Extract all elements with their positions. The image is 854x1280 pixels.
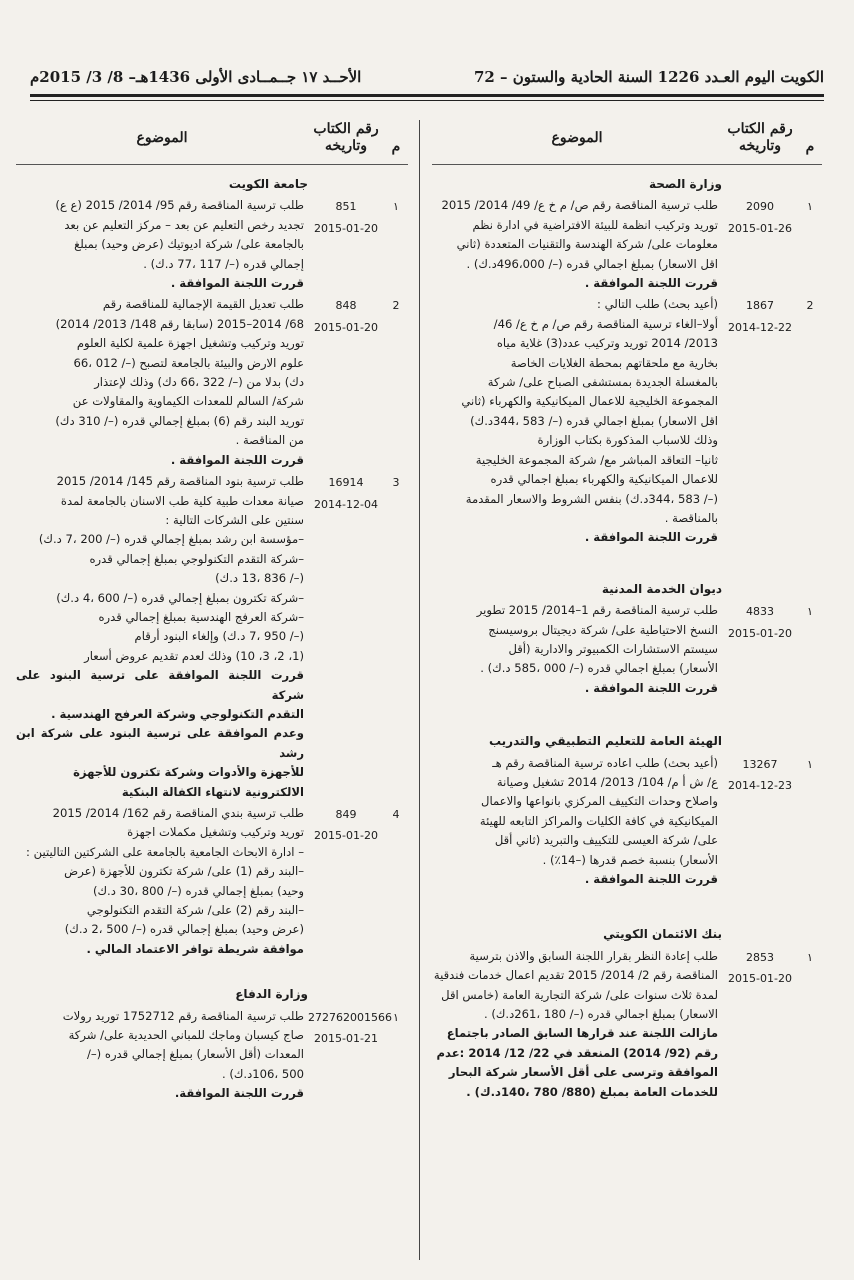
subject-line: (–/ 583 ،344د.ك) بنفس الشروط والاسعار المقدمة bbox=[465, 491, 718, 506]
item-subject bbox=[16, 1007, 308, 1104]
committee-decision: قررت اللجنة الموافقة . bbox=[584, 872, 718, 886]
committee-decision: للأجهزة والأدوات وشركة تكترون للأجهزة bbox=[73, 765, 304, 780]
committee-decision: رقم (92/ 2014) المنعقد في 22/ 12/ 2014 :عدم bbox=[436, 1045, 718, 1060]
subject-line: للاعمال الميكانيكية والكهرباء بمبلغ اجمالي قدره bbox=[490, 472, 718, 487]
subject-line: بالمناقصة . bbox=[664, 510, 718, 525]
item-subject bbox=[16, 295, 308, 470]
letter-date: 2015-01-20 bbox=[314, 320, 378, 334]
letter-date: 2015-01-26 bbox=[728, 221, 792, 235]
subject-line: اقل الاسعار) بمبلغ اجمالي قدره (–/ 496،000د.ك) . bbox=[466, 256, 718, 271]
subject-line: توريد وتركيب انظمة للبيئة الافتراضية في ادارة نظم bbox=[472, 217, 718, 232]
subject-line: طلب إعادة النظر بقرار اللجنة السابق والاذن بترسية bbox=[469, 948, 718, 963]
subject-line: على/ شركة العيسى للتكييف والتبريد (ثاني أقل bbox=[494, 833, 718, 848]
subject-line: دك) بدلا من (–/ 322 ،66 دك) وذلك لإعتذار bbox=[94, 375, 304, 390]
subject-line: –شركة العرفج الهندسية بمبلغ إجمالي قدره bbox=[98, 609, 304, 624]
item-subject bbox=[432, 295, 722, 547]
subject-line: الميكانيكية في كافة الكليات والمراكز التابعه للهيئة bbox=[479, 813, 718, 828]
subject-line: من المناقصة . bbox=[235, 433, 304, 448]
decision-row bbox=[432, 601, 822, 698]
letter-ref bbox=[308, 295, 384, 337]
item-number: ١ bbox=[393, 200, 399, 214]
column-header bbox=[16, 112, 408, 165]
item-subject bbox=[16, 804, 308, 959]
subject-line: طلب تعديل القيمة الإجمالية للمناقصة رقم bbox=[102, 297, 304, 312]
column-divider bbox=[419, 120, 420, 1260]
subject-line: طلب ترسية المناقصة رقم 1752712 توريد رولات bbox=[62, 1008, 304, 1023]
letter-number: 1867 bbox=[746, 299, 774, 313]
subject-line: (أعيد بحث) طلب التالي : bbox=[597, 297, 718, 312]
committee-decision: قررت اللجنة الموافقة . bbox=[584, 530, 718, 545]
letter-date: 2015-01-20 bbox=[728, 626, 792, 640]
letter-number: 851 bbox=[335, 200, 357, 214]
committee-decision: قررت اللجنة الموافقة . bbox=[170, 276, 304, 291]
section-title: الهيئة العامة للتعليم التطبيقي والتدريب bbox=[488, 734, 722, 749]
decision-row bbox=[432, 196, 822, 293]
section-gap bbox=[432, 889, 822, 915]
section-title: وزارة الدفاع bbox=[235, 987, 308, 1002]
subject-line: ثانيا– التعاقد المباشر مع/ شركة المجموعة الخليجية bbox=[475, 452, 718, 467]
subject-line: طلب ترسية بندي المناقصة رقم 162/ 2014/ 2015 bbox=[52, 806, 304, 820]
committee-decision: قررت اللجنة الموافقة. bbox=[174, 1086, 304, 1101]
decision-row bbox=[432, 947, 822, 1102]
subject-line: بخارية مع ملحقاتهم بمحطة الغلايات الخاصة bbox=[510, 355, 718, 370]
subject-line: (–/ 950 ،7 د.ك) وإلغاء البنود أرقام bbox=[134, 629, 304, 644]
section-title: بنك الائتمان الكويتي bbox=[603, 927, 722, 942]
subject-line: سنتين على الشركات التالية : bbox=[165, 512, 304, 527]
section-title: ديوان الخدمة المدنية bbox=[601, 581, 722, 596]
letter-number: 848 bbox=[335, 299, 357, 313]
item-subject bbox=[432, 196, 722, 293]
subject-line: توريد وتركيب وتشغيل مكملات اجهزة bbox=[127, 825, 304, 840]
item-subject bbox=[16, 472, 308, 802]
col-ref-label: رقم الكتاب وتاريخه bbox=[727, 121, 793, 154]
subject-line: النسخ الاحتياطية على/ شركة ديجيتال بروسيسنج bbox=[488, 622, 718, 637]
col-subject-label: الموضوع bbox=[136, 129, 188, 146]
letter-date: 2015-01-21 bbox=[314, 1032, 378, 1046]
page-header bbox=[30, 62, 824, 92]
subject-line: الأسعار) بمبلغ اجمالي قدره (–/ 000 ،585 د.ك) . bbox=[480, 661, 718, 676]
left-body bbox=[16, 175, 408, 1104]
letter-ref bbox=[308, 804, 384, 846]
committee-decision: وعدم الموافقة على ترسية البنود على شركة ابن رشد bbox=[16, 726, 304, 760]
letter-ref bbox=[722, 196, 798, 238]
committee-decision: قررت اللجنة الموافقة . bbox=[170, 452, 304, 467]
section-gap bbox=[432, 698, 822, 722]
col-num-label: م bbox=[805, 139, 815, 155]
subject-line: معلومات على/ شركة الهندسة والتقنيات المتعددة (ثاني bbox=[456, 237, 718, 252]
subject-line: 2013/ 2014 توريد وتركيب عدد(3) غلاية مياه bbox=[496, 336, 718, 351]
committee-decision: مازالت اللجنة عند قرارها السابق الصادر باجتماع bbox=[446, 1026, 718, 1041]
letter-date: 2014-12-23 bbox=[728, 778, 792, 792]
header-rule-thin bbox=[30, 100, 824, 101]
section-title: جامعة الكويت bbox=[228, 177, 308, 191]
decision-row bbox=[16, 472, 408, 802]
letter-number: 849 bbox=[335, 808, 357, 821]
letter-ref bbox=[722, 754, 798, 796]
subject-line: – ادارة الابحاث الجامعية بالجامعة على الشركتين التاليتين : bbox=[26, 844, 304, 859]
subject-line: 68/ 2014–2015 (سابقا رقم 148/ 2013/ 2014) bbox=[55, 316, 304, 331]
subject-line: واصلاح وحدات التكييف المركزي بانواعها والاعمال bbox=[481, 794, 718, 809]
letter-date: 2015-01-20 bbox=[314, 221, 378, 235]
committee-decision: للخدمات العامة بمبلغ (880/ 780 ،140د.ك) . bbox=[466, 1084, 718, 1099]
header-rule bbox=[30, 94, 824, 97]
item-number: 2 bbox=[392, 299, 400, 313]
subject-line: بالجامعة على/ شركة اديوتيك (عرض وحيد) بمبلغ bbox=[74, 237, 304, 252]
decision-row bbox=[16, 196, 408, 293]
item-number: 4 bbox=[392, 808, 400, 821]
header-issue: الكويت اليوم العـدد 1226 السنة الحادية والستون – 72 bbox=[473, 68, 824, 86]
subject-line: (أعيد بحث) طلب اعاده ترسية المناقصة رقم هـ bbox=[492, 755, 718, 770]
subject-line: توريد وتركيب وتشغيل اجهزة علمية لكلية العلوم bbox=[76, 336, 304, 351]
subject-line: –البند رقم (2) على/ شركة التقدم التكنولوجي bbox=[86, 903, 304, 918]
column-header bbox=[432, 112, 822, 165]
subject-line: طلب ترسية المناقصة رقم 1–2014/ 2015 تطوير bbox=[476, 603, 718, 618]
committee-decision: التقدم التكنولوجي وشركة العرفج الهندسية . bbox=[51, 706, 304, 721]
letter-number: 4833 bbox=[746, 605, 774, 619]
right-body bbox=[432, 175, 822, 1102]
letter-number: 16914 bbox=[328, 476, 364, 490]
decision-row bbox=[16, 1007, 408, 1104]
letter-ref bbox=[308, 472, 384, 514]
subject-line: لمدة ثلاث سنوات على/ شركة التجارية العامة (خامس اقل bbox=[441, 987, 718, 1002]
subject-line: أولا–الغاء ترسية المناقصة رقم ص/ م خ ع/ 46/ bbox=[493, 316, 718, 331]
item-number: ١ bbox=[807, 757, 813, 771]
item-number: 2 bbox=[806, 299, 814, 313]
letter-date: 2015-01-20 bbox=[314, 829, 378, 843]
subject-line: علوم الارض والبيئة بالجامعة لتصبح (–/ 012 ،66 bbox=[73, 355, 304, 370]
letter-date: 2014-12-22 bbox=[728, 320, 792, 334]
letter-ref bbox=[722, 295, 798, 337]
item-subject bbox=[432, 947, 722, 1102]
left-column bbox=[16, 112, 408, 1260]
letter-ref bbox=[722, 947, 798, 989]
letter-number: 272762001566 bbox=[308, 1010, 392, 1024]
subject-line: سيستم الاستشارات الكمبيوتر والادارية (أقل bbox=[508, 641, 718, 656]
letter-ref bbox=[722, 601, 798, 643]
subject-line: اقل الاسعار) بمبلغ اجمالي قدره (–/ 583 ،344د.ك) bbox=[470, 413, 718, 428]
item-number: ١ bbox=[807, 200, 813, 214]
subject-line: صاج كيسبان وماجك للمباني الحديدية على/ شركة bbox=[68, 1028, 304, 1043]
subject-line: (عرض وحيد) بمبلغ إجمالي قدره (–/ 500 ،2 د.ك) bbox=[64, 922, 304, 937]
header-date: الأحــد ١٧ جــمــادى الأولى 1436هـ– 8/ 3/ 2015م bbox=[30, 68, 362, 86]
subject-line: بالمغسلة الجديدة بمستشفى الصباح على/ شركة bbox=[487, 375, 718, 390]
committee-decision: قررت اللجنة الموافقة . bbox=[584, 276, 718, 291]
subject-line: (–/ 836 ،13 د.ك) bbox=[215, 571, 304, 586]
subject-line: (1، 2، 3، 10) وذلك لعدم تقديم عروض أسعار bbox=[84, 648, 304, 663]
col-num-label: م bbox=[391, 139, 401, 155]
subject-line: صيانة معدات طبية كلية طب الاسنان بالجامعة لمدة bbox=[60, 493, 304, 508]
item-subject bbox=[16, 196, 308, 293]
subject-line: 500 ،106د.ك) . bbox=[221, 1066, 304, 1081]
committee-decision: موافقة شريطة توافر الاعتماد المالي . bbox=[86, 941, 304, 956]
subject-line: –شركة التقدم التكنولوجي بمبلغ إجمالي قدره bbox=[89, 551, 304, 566]
committee-decision: قررت اللجنة الموافقة على ترسية البنود على شركة bbox=[16, 668, 304, 702]
subject-line: المناقصة رقم 2/ 2014/ 2015 تقديم اعمال خدمات فندقية bbox=[433, 968, 718, 983]
decision-row bbox=[16, 295, 408, 470]
committee-decision: الالكترونية لانتهاء الكفالة البنكية bbox=[121, 784, 304, 799]
letter-ref bbox=[308, 196, 384, 238]
subject-line: طلب ترسية المناقصة رقم 95/ 2014/ 2015 (ع ع) bbox=[55, 198, 304, 213]
subject-line: شركة/ السالم للمعدات الكيماوية والمقاولات عن bbox=[72, 394, 304, 409]
subject-line: توريد البند رقم (6) بمبلغ إجمالي قدره (–/ 310 دك) bbox=[55, 413, 304, 428]
subject-line: طلب ترسية بنود المناقصة رقم 145/ 2014/ 2015 bbox=[56, 474, 304, 489]
subject-line: الأسعار) بنسبة خصم قدرها (–14٪) . bbox=[542, 852, 718, 867]
right-column bbox=[432, 112, 822, 1260]
subject-line: وذلك للاسباب المذكورة بكتاب الوزارة bbox=[537, 433, 718, 448]
letter-number: 2090 bbox=[746, 200, 774, 214]
subject-line: إجمالي قدره (–/ 117 ،77 د.ك) . bbox=[143, 256, 304, 271]
letter-number: 13267 bbox=[742, 757, 778, 771]
col-subject-label: الموضوع bbox=[551, 129, 603, 146]
item-number: ١ bbox=[807, 605, 813, 619]
subject-line: وحيد) بمبلغ إجمالي قدره (–/ 800 ،30 د.ك) bbox=[92, 883, 304, 898]
section-title: وزارة الصحة bbox=[648, 177, 722, 191]
decision-row bbox=[432, 295, 822, 547]
letter-date: 2014-12-04 bbox=[314, 497, 378, 511]
subject-line: طلب ترسية المناقصة رقم ص/ م خ ع/ 49/ 2014/ 2015 bbox=[441, 198, 718, 213]
letter-date: 2015-01-20 bbox=[728, 972, 792, 986]
section-gap bbox=[432, 548, 822, 570]
subject-line: –شركة تكترون بمبلغ إجمالي قدره (–/ 600 ،4 د.ك) bbox=[56, 590, 304, 605]
item-subject bbox=[432, 754, 722, 890]
item-number: 3 bbox=[392, 476, 400, 490]
col-ref-label: رقم الكتاب وتاريخه bbox=[313, 121, 379, 154]
committee-decision: الموافقة وترسى على أقل الأسعار شركة البحار bbox=[448, 1065, 718, 1080]
item-number: ١ bbox=[807, 950, 813, 964]
letter-ref bbox=[308, 1007, 392, 1049]
subject-line: ع/ ش أ م/ 104/ 2013/ 2014 تشغيل وصيانة bbox=[496, 774, 718, 789]
subject-line: تجديد رخص التعليم عن بعد – مركز التعليم عن بعد bbox=[64, 217, 304, 232]
subject-line: المعدات (أقل الأسعار) بمبلغ إجمالي قدره (–/ bbox=[86, 1047, 304, 1062]
subject-line: –البند رقم (1) على/ شركة تكترون للأجهزة (عرض bbox=[64, 864, 304, 879]
subject-line: الاسعار) بمبلغ اجمالي قدره (–/ 180 ،261د.ك) . bbox=[483, 1007, 718, 1022]
subject-line: –مؤسسة ابن رشد بمبلغ إجمالي قدره (–/ 200 ،7 د.ك) bbox=[38, 532, 304, 547]
subject-line: المجموعة الخليجية للاعمال الميكانيكية والكهرباء (ثاني bbox=[461, 394, 718, 409]
decision-row bbox=[16, 804, 408, 959]
item-subject bbox=[432, 601, 722, 698]
section-gap bbox=[16, 959, 408, 975]
item-number: ١ bbox=[393, 1010, 399, 1024]
letter-number: 2853 bbox=[746, 950, 774, 964]
decision-row bbox=[432, 754, 822, 890]
committee-decision: قررت اللجنة الموافقة . bbox=[584, 680, 718, 695]
